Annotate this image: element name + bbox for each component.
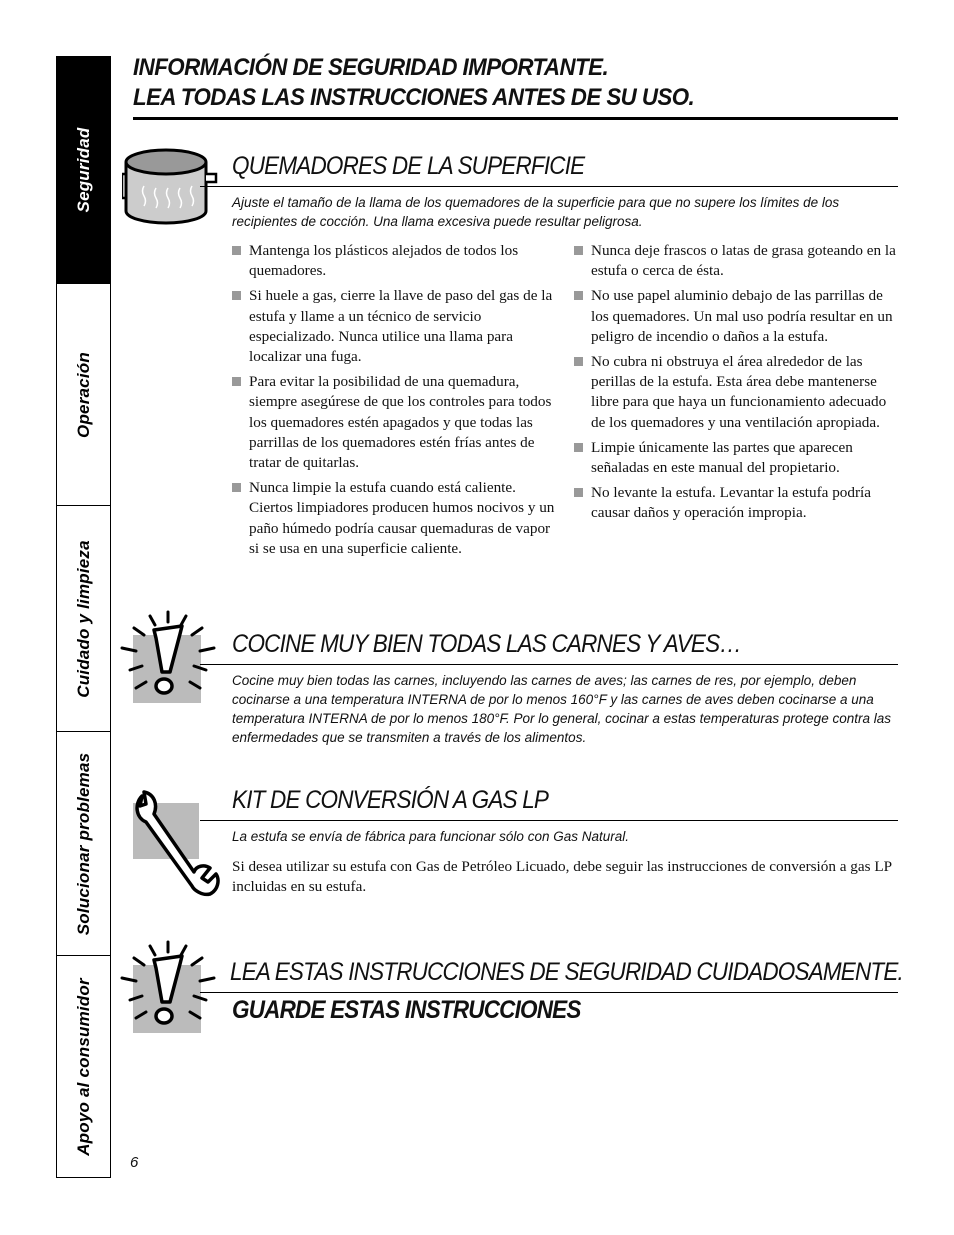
list-item-text: No use papel aluminio debajo de las parrillas de los quemadores. Un mal uso podría resultar en un peligro de incendio o daños a la estufa.: [591, 287, 893, 345]
list-item-text: Mantenga los plásticos alejados de todos los quemadores.: [249, 242, 519, 280]
header-line-1: INFORMACIÓN DE SEGURIDAD IMPORTANTE.: [133, 54, 609, 81]
section-subtitle: GUARDE ESTAS INSTRUCCIONES: [232, 996, 581, 1024]
tab-operacion[interactable]: [57, 284, 110, 506]
list-item: [232, 372, 557, 473]
wrench-icon: [132, 790, 222, 900]
tab-label: Solucionar problemas: [73, 752, 93, 935]
header-line-2: LEA TODAS LAS INSTRUCCIONES ANTES DE SU USO.: [133, 84, 695, 111]
list-item-text: Si huele a gas, cierre la llave de paso del gas de la estufa y llame a un técnico de servicio especializado. Nunca utilice una llama para localizar una fuga.: [249, 287, 553, 366]
bullet-square-icon: [232, 246, 241, 255]
section-intro: La estufa se envía de fábrica para funcionar sólo con Gas Natural.: [232, 829, 629, 844]
tab-apoyo-al-consumidor[interactable]: [57, 956, 110, 1177]
section-intro: Ajuste el tamaño de la llama de los quemadores de la superficie para que no supere los límites de los recipientes de cocción. Una llama excesiva puede resultar peligrosa.: [232, 195, 840, 229]
bullet-square-icon: [574, 357, 583, 366]
bullet-list-left: [232, 241, 557, 564]
tab-label: Cuidado y limpieza: [73, 539, 93, 698]
section-divider: [200, 186, 898, 187]
page-number: 6: [130, 1154, 139, 1171]
section-title: KIT DE CONVERSIÓN A GAS LP: [232, 786, 549, 814]
list-item: [574, 352, 899, 433]
bullet-square-icon: [574, 291, 583, 300]
list-item-text: Limpie únicamente las partes que aparecen señaladas en este manual del propietario.: [591, 438, 853, 477]
page-header: [133, 53, 898, 113]
tab-seguridad[interactable]: [57, 57, 110, 284]
list-item: [232, 286, 557, 367]
bullet-square-icon: [574, 488, 583, 497]
header-divider: [133, 117, 898, 120]
list-item-text: Nunca deje frascos o latas de grasa goteando en la estufa o cerca de ésta.: [591, 242, 896, 280]
bullet-square-icon: [232, 291, 241, 300]
section-divider: [200, 992, 898, 993]
list-item-text: No levante la estufa. Levantar la estufa podría causar daños y operación impropia.: [591, 484, 871, 522]
bullet-square-icon: [232, 377, 241, 386]
list-item: [574, 438, 899, 478]
list-item: [232, 241, 557, 281]
warning-exclamation-icon: [120, 610, 216, 706]
tab-label: Seguridad: [73, 127, 93, 213]
pot-icon: [122, 146, 218, 230]
list-item-text: No cubra ni obstruya el área alrededor de las perillas de la estufa. Esta área debe mantenerse libre para que haya un funcionamiento adecuado de los quemadores y una ventilación apropiada.: [591, 353, 887, 431]
tab-label: Apoyo al consumidor: [73, 977, 93, 1156]
list-item-text: Nunca limpie la estufa cuando está caliente. Ciertos limpiadores producen humos nocivos y un paño húmedo podría causar quemaduras de vapor si se usa en una superficie caliente.: [249, 479, 555, 557]
warning-exclamation-icon: [120, 940, 216, 1036]
list-item: [574, 286, 899, 347]
bullet-list-right: [574, 241, 899, 529]
section-title: QUEMADORES DE LA SUPERFICIE: [232, 152, 585, 180]
bullet-square-icon: [232, 483, 241, 492]
tab-cuidado-y-limpieza[interactable]: [57, 506, 110, 732]
section-title: LEA ESTAS INSTRUCCIONES DE SEGURIDAD CUIDADOSAMENTE.: [230, 958, 904, 986]
list-item-text: Para evitar la posibilidad de una quemadura, siempre asegúrese de que los controles para todos los quemadores estén apagados y que todas las parrillas de los quemadores estén frías antes de tratar de quitarlas.: [249, 373, 552, 472]
tab-label: Operación: [73, 351, 93, 438]
section-title: COCINE MUY BIEN TODAS LAS CARNES Y AVES…: [232, 630, 742, 658]
section-divider: [200, 820, 898, 821]
section-body: Si desea utilizar su estufa con Gas de Petróleo Licuado, debe seguir las instrucciones de conversión a gas LP incluidas en su estufa.: [232, 858, 892, 896]
section-intro: Cocine muy bien todas las carnes, incluyendo las carnes de aves; las carnes de res, por ejemplo, deben cocinarse a una temperatura INTERNA de por lo menos 160°F y las carnes de aves deben cocinarse a una temperatura INTERNA de por lo menos 180°F. Por lo general, cocinar a estas temperaturas protege contra las enfermedades que se transmiten a través de los alimentos.: [232, 673, 891, 745]
list-item: [232, 478, 557, 559]
list-item: [574, 483, 899, 523]
tab-solucionar-problemas[interactable]: [57, 732, 110, 956]
sidebar-nav: [56, 56, 111, 1178]
section-divider: [200, 664, 898, 665]
bullet-square-icon: [574, 246, 583, 255]
list-item: [574, 241, 899, 281]
bullet-square-icon: [574, 443, 583, 452]
